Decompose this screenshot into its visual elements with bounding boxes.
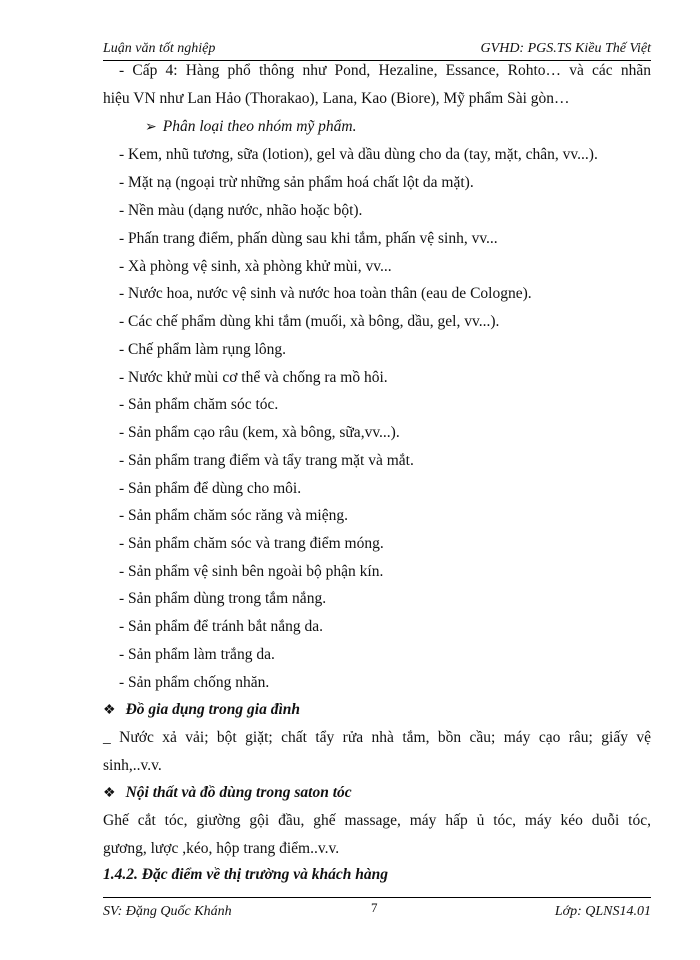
list-item: - Sản phẩm để tránh bắt nắng da.: [119, 618, 324, 635]
list-item: - Chế phẩm làm rụng lông.: [119, 341, 287, 358]
list-item: - Sản phẩm để dùng cho môi.: [119, 480, 302, 497]
footer-student: SV: Đặng Quốc Khánh: [103, 904, 232, 919]
salon-heading: [103, 784, 352, 802]
diamond-bullet-icon: ❖: [103, 786, 116, 801]
salon-line-1: Ghế cắt tóc, giường gội đầu, ghế massage, máy hấp ủ tóc, máy kéo duỗi tóc,: [103, 812, 651, 829]
list-item: - Các chế phẩm dùng khi tắm (muối, xà bông, dầu, gel, vv...).: [119, 313, 500, 330]
cap4-line-2: hiệu VN như Lan Hảo (Thorakao), Lana, Kao (Biore), Mỹ phẩm Sài gòn…: [103, 90, 570, 107]
list-item: - Sản phẩm vệ sinh bên ngoài bộ phận kín.: [119, 563, 384, 580]
page-footer: [103, 897, 651, 922]
list-item: - Xà phòng vệ sinh, xà phòng khử mùi, vv...: [119, 258, 392, 275]
household-line-1: _ Nước xả vải; bột giặt; chất tẩy rửa nhà tắm, bồn cầu; máy cạo râu; giấy vệ: [103, 729, 651, 746]
salon-heading-text: Nội thất và đồ dùng trong saton tóc: [125, 784, 352, 801]
diamond-bullet-icon: ❖: [103, 703, 116, 718]
group-heading-text: Phân loại theo nhóm mỹ phẩm.: [162, 118, 357, 135]
list-item: - Kem, nhũ tương, sữa (lotion), gel và dầu dùng cho da (tay, mặt, chân, vv...).: [119, 146, 598, 163]
list-item: - Sản phẩm chăm sóc răng và miệng.: [119, 507, 348, 524]
list-item: - Sản phẩm trang điểm và tẩy trang mặt và mắt.: [119, 452, 414, 469]
household-heading-text: Đồ gia dụng trong gia đình: [125, 701, 300, 718]
list-item: - Sản phẩm dùng trong tắm nắng.: [119, 590, 327, 607]
list-item: - Sản phẩm chăm sóc tóc.: [119, 396, 279, 413]
arrow-bullet-icon: ➢: [145, 120, 157, 135]
list-item: - Nước khử mùi cơ thể và chống ra mồ hôi.: [119, 369, 388, 386]
list-item: - Mặt nạ (ngoại trừ những sản phẩm hoá chất lột da mặt).: [119, 174, 474, 191]
header-advisor: GVHD: PGS.TS Kiều Thế Việt: [480, 41, 651, 56]
page-header: [103, 38, 651, 61]
page-number: 7: [371, 900, 378, 915]
section-heading: 1.4.2. Đặc điểm về thị trường và khách hàng: [103, 866, 388, 883]
list-item: - Nước hoa, nước vệ sinh và nước hoa toàn thân (eau de Cologne).: [119, 285, 532, 302]
cap4-line-1: - Cấp 4: Hàng phổ thông như Pond, Hezaline, Essance, Rohto… và các nhãn: [119, 62, 651, 79]
group-heading: [145, 118, 356, 136]
list-item: - Sản phẩm làm trắng da.: [119, 646, 275, 663]
household-heading: [103, 701, 300, 719]
list-item: - Sản phẩm cạo râu (kem, xà bông, sữa,vv...).: [119, 424, 400, 441]
household-line-2: sinh,..v.v.: [103, 757, 162, 774]
list-item: - Sản phẩm chống nhăn.: [119, 674, 270, 691]
header-thesis-title: Luận văn tốt nghiệp: [103, 41, 216, 56]
list-item: - Phấn trang điểm, phấn dùng sau khi tắm, phấn vệ sinh, vv...: [119, 230, 498, 247]
salon-line-2: gương, lược ,kéo, hộp trang điểm..v.v.: [103, 840, 340, 857]
list-item: - Nền màu (dạng nước, nhão hoặc bột).: [119, 202, 363, 219]
footer-class: Lớp: QLNS14.01: [554, 904, 651, 919]
list-item: - Sản phẩm chăm sóc và trang điểm móng.: [119, 535, 384, 552]
